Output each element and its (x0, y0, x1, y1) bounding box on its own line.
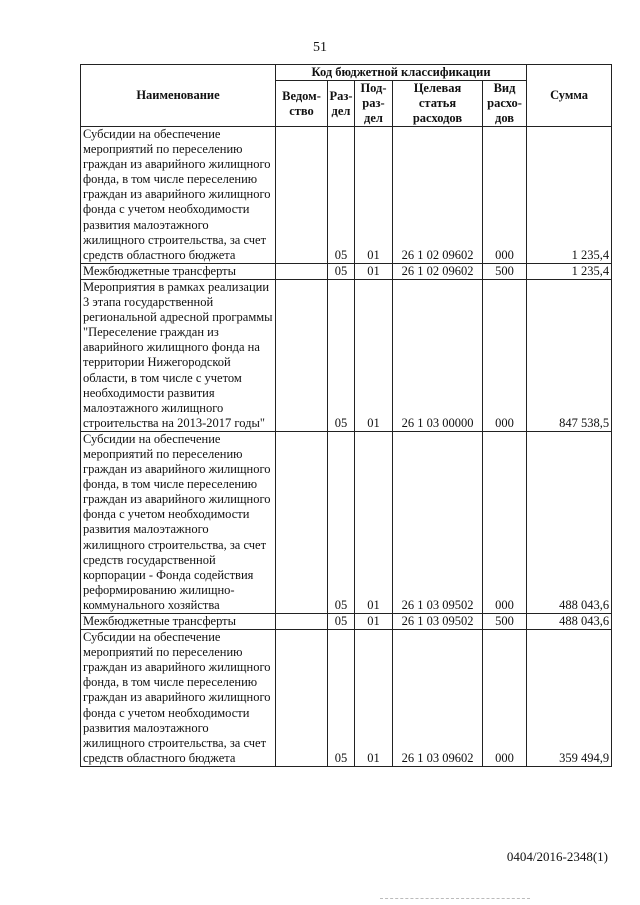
row-celevaya: 26 1 03 09502 (393, 614, 483, 630)
row-vedomstvo (276, 630, 328, 767)
header-razdel: Раз- дел (328, 81, 355, 127)
row-podrazdel: 01 (355, 127, 393, 264)
row-name: Межбюджетные трансферты (81, 614, 276, 630)
row-celevaya: 26 1 02 09602 (393, 127, 483, 264)
row-vedomstvo (276, 279, 328, 431)
table-row (81, 127, 612, 264)
row-podrazdel: 01 (355, 431, 393, 613)
row-celevaya: 26 1 03 00000 (393, 279, 483, 431)
scan-artifact (380, 898, 530, 901)
table-row (81, 279, 612, 431)
row-name: Субсидии на обеспечение мероприятий по переселению граждан из аварийного жилищного фонда, в том числе переселению граждан из аварийного жилищного фонда с учетом необходимости развития малоэтажного жилищного строительства, за счет средств областного бюджета (81, 127, 276, 264)
row-summa: 359 494,9 (527, 630, 612, 767)
document-code: 0404/2016-2348(1) (506, 849, 608, 864)
row-vid: 500 (483, 263, 527, 279)
row-vid: 500 (483, 614, 527, 630)
header-vedomstvo: Ведом- ство (276, 81, 328, 127)
row-summa: 1 235,4 (527, 263, 612, 279)
row-vedomstvo (276, 431, 328, 613)
table-row (81, 263, 612, 279)
row-vedomstvo (276, 614, 328, 630)
row-name: Мероприятия в рамках реализации 3 этапа государственной региональной адресной программы "Переселение граждан из аварийного жилищного фонда на территории Нижегородской области, в том числе с учетом необходимости развития малоэтажного жилищного строительства на 2013-2017 годы" (81, 279, 276, 431)
row-razdel: 05 (328, 263, 355, 279)
row-podrazdel: 01 (355, 630, 393, 767)
row-razdel: 05 (328, 127, 355, 264)
row-vid: 000 (483, 431, 527, 613)
budget-table (80, 64, 612, 767)
row-celevaya: 26 1 03 09502 (393, 431, 483, 613)
row-vid: 000 (483, 630, 527, 767)
row-name: Субсидии на обеспечение мероприятий по переселению граждан из аварийного жилищного фонда, в том числе переселению граждан из аварийного жилищного фонда с учетом необходимости развития малоэтажного жилищного строительства, за счет средств государственной корпорации - Фонда содействия реформированию жилищно-коммунального хозяйства (81, 431, 276, 613)
row-summa: 488 043,6 (527, 614, 612, 630)
table-row (81, 431, 612, 613)
header-podrazdel: Под- раз- дел (355, 81, 393, 127)
row-summa: 847 538,5 (527, 279, 612, 431)
header-celevaya: Целевая статья расходов (393, 81, 483, 127)
row-vedomstvo (276, 127, 328, 264)
row-vedomstvo (276, 263, 328, 279)
row-razdel: 05 (328, 630, 355, 767)
table-row (81, 630, 612, 767)
row-vid: 000 (483, 127, 527, 264)
row-name: Субсидии на обеспечение мероприятий по переселению граждан из аварийного жилищного фонда, в том числе переселению граждан из аварийного жилищного фонда с учетом необходимости развития малоэтажного жилищного строительства, за счет средств областного бюджета (81, 630, 276, 767)
row-podrazdel: 01 (355, 614, 393, 630)
row-vid: 000 (483, 279, 527, 431)
header-summa: Сумма (527, 65, 612, 127)
row-razdel: 05 (328, 431, 355, 613)
table-row (81, 614, 612, 630)
row-podrazdel: 01 (355, 263, 393, 279)
header-name: Наименование (81, 65, 276, 127)
row-summa: 1 235,4 (527, 127, 612, 264)
row-podrazdel: 01 (355, 279, 393, 431)
row-razdel: 05 (328, 614, 355, 630)
header-code-group: Код бюджетной классификации (276, 65, 527, 81)
row-razdel: 05 (328, 279, 355, 431)
header-vid: Вид расхо- дов (483, 81, 527, 127)
row-celevaya: 26 1 03 09602 (393, 630, 483, 767)
row-celevaya: 26 1 02 09602 (393, 263, 483, 279)
row-summa: 488 043,6 (527, 431, 612, 613)
page-number: 51 (313, 40, 327, 55)
row-name: Межбюджетные трансферты (81, 263, 276, 279)
